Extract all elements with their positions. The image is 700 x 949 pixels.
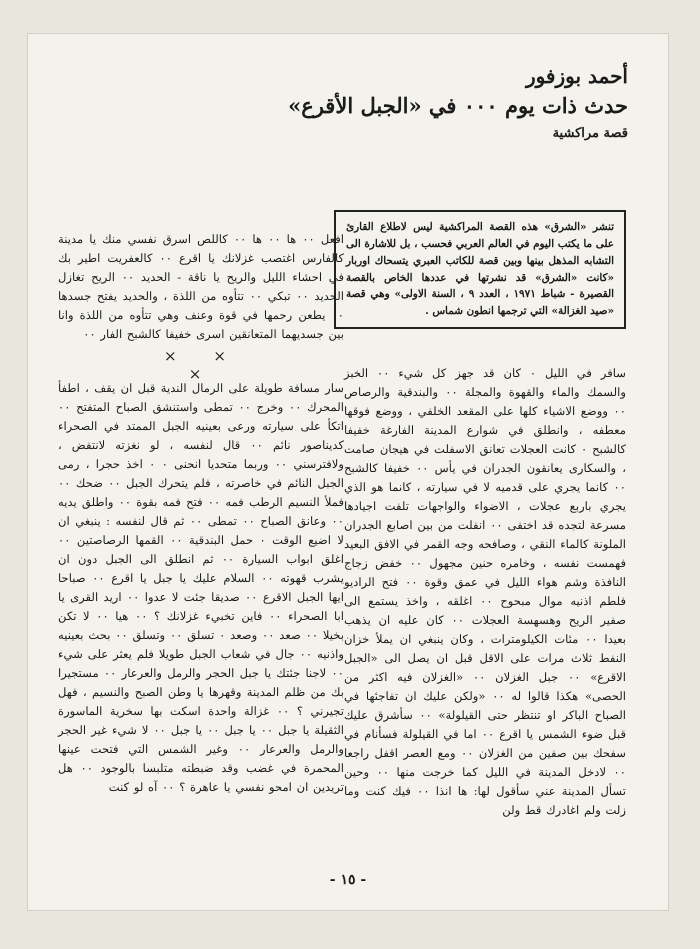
article-header	[288, 64, 628, 141]
author-name: أحمد بوزفور	[525, 64, 628, 88]
editorial-note-box: تنشر «الشرق» هذه القصة المراكشية ليس لاطلاع القارئ على ما يكتب اليوم في العالم العربي فحسب ، بل للاشارة الى التشابه المذهل بينها وبين قصة للكاتب العبري يتسحاك اوربار «كانت «الشرق» قد نشرتها في عددها الخاص بالقصة القصيرة - شباط ١٩٧١ ، العدد ٩ ، السنة الاولى» وهي قصة «صيد الغزالة» التي ترجمها انطون شماس .	[334, 210, 626, 329]
article-title: حدث ذات يوم ٠٠٠ في «الجبل الأقرع»	[288, 93, 628, 118]
section-separator: × × ×	[164, 347, 242, 383]
article-subtitle: قصة مراكشية	[552, 126, 628, 142]
right-column-paragraph: سافر في الليل ٠ كان قد جهز كل شيء ٠٠ الخبز والسمك والماء والقهوة والمجلة ٠٠ والبندقية والرصاص ٠٠ ووضع الاشياء كلها على المقعد الخلفي ، ووضع فوقها معطفه ، وانطلق في شوارع المدينة الفارغة خفيفا كالشبح ٠ كانت العجلات تعانق الاسفلت في هيجان صامت ، والسكارى يعانقون الجدران في يأس ٠٠ خفيفا كالشبح ٠٠ كانما يجري على قدميه لا في سيارته ، كانما هو الذي يجري باربع عجلات ، الاضواء والواجهات تلفت اجيادها مسرعة لتجده قد اختفى ٠٠ انفلت من بين اصابع الجدران الملونة كالماء النقي ، وصافحه وجه القمر في الافق البعيد فهمست نفسه ، وخامره حنين مجهول ٠٠ خفض زجاج النافذة وشم هواء الليل في عمق وقوة ٠٠ فتح الراديو فلطم اذنيه موال مبحوح ٠٠ اغلقه ، واخذ يستمع الى صفير الريح وهسهسة العجلات ٠٠ كان عليه ان يذهب بعيدا ٠٠ مئات الكيلومترات ، وكان ينبغي ان يملأ خزان النفط ثلاث مرات على الاقل قبل ان يصل الى «الجبل الاقرع» ٠٠ جبل الغزلان ٠٠ «الغزلان فيه اكثر من الحصى» هكذا قالوا له ٠٠ «ولكن عليك ان تفاجئها في الصباح الباكر او تنتظر حتى القيلولة» ٠٠ سأشرق عليك قبل ضوء الشمس يا اقرع ٠٠ اما في القيلولة فسأنام في سفحك بين صفين من الغزلان ٠٠ ومع العصر اقفل راجعا ٠٠ لادخل المدينة في الليل كما خرجت منها ٠٠ وحين تسأل المدينة عني سأقول لها: ها انذا ٠٠ فيك كنت وما زلت ولم اغادرك قط ولن	[344, 366, 627, 817]
left-column-paragraph: سار مسافة طويلة على الرمال الندية قبل ان يقف ، اطفأ المحرك ٠٠ وخرج ٠٠ تمطى واستنشق الصباح المتفتح ٠٠ اتكأ على سيارته ورعى بعينيه الجبل الممتد في الصحراء كديناصور نائم ٠٠ قال لنفسه ، لو نغزته لانتفض ، ولافترسني ٠٠ وربما متحديا انحنى ٠ ٠ اخذ حجرا ، رمى الجبل النائم في خاصرته ، فلم يتحرك الجبل ٠٠ ضحك ٠٠ فملأ النسيم الرطب فمه ٠٠ فتح فمه بقوة ٠٠ واطلق يديه ٠٠ وعانق الصباح ٠٠ تمطى ٠٠ ثم قال لنفسه : ينبغي ان لا اضيع الوقت ٠ حمل البندقية ٠٠ القمها الرصاصتين ٠٠ اغلق ابواب السيارة ٠٠ ثم انطلق الى الجبل دون ان يشرب قهوته ٠٠ السلام عليك يا جبل يا اقرع ٠٠ صباحا ايها الجبل الاقرع ٠٠ صديقا جئت لا عدوا ٠٠ اريد القرى يا ابا الصحراء ٠٠ فاين تخبيء غزلانك ؟ ٠٠ هيا ٠٠ لا تكن بخيلا ٠٠ صعد ٠٠ وصعد ٠ تسلق ٠٠ وتسلق ٠٠ بحث بعينيه واذنيه ٠٠ جال في شعاب الجبل طويلا فلم يعثر على شيء ٠٠ لاجنا جئتك يا جبل الحجر والرمل والعرعار ٠٠ مستجيرا بك من ظلم المدينة وقهرها يا وطن الصبح والنسيم ، فهل تجيرني ؟ ٠٠ غزالة واحدة اسكت بها سخرية الماسورة الثقيلة يا جبل ٠٠ يا جبل ٠٠ يا جبل ٠٠ لا شيء غير الحجر والرمل والعرعار ٠٠ وغير الشمس التي فتحت عينها المحمرة في غضب وقد ضبطته متلبسا بالوجود ٠٠ هل تريدين ان امحو نفسي يا عاهرة ؟ ٠٠ آه لو كنت	[58, 381, 345, 794]
magazine-page	[28, 34, 668, 910]
right-column	[344, 364, 626, 820]
left-top-paragraph: افعل ٠٠ ها ٠٠ ها ٠٠ كاللص اسرق نفسي منك يا مدينة كالفارس اغتصب غزلانك يا اقرع ٠٠ كالعفريت اطير بك في احشاء الليل والريح يا ناقة - الحديد ٠٠ الريح تغازل الحديد ٠٠ تبكي ٠٠ تتأوه من اللذة ، والحديد يفتح جسدها ٠٠ يطعن رحمها في قوة وعنف وهي تتأوه من اللذة وانا بين جسديهما المتعانقين اسرى خفيفا كالشبح الفار ٠٠	[58, 232, 345, 341]
left-column-top	[58, 230, 344, 344]
page-number: - ١٥ -	[329, 872, 367, 888]
left-column	[58, 379, 344, 797]
